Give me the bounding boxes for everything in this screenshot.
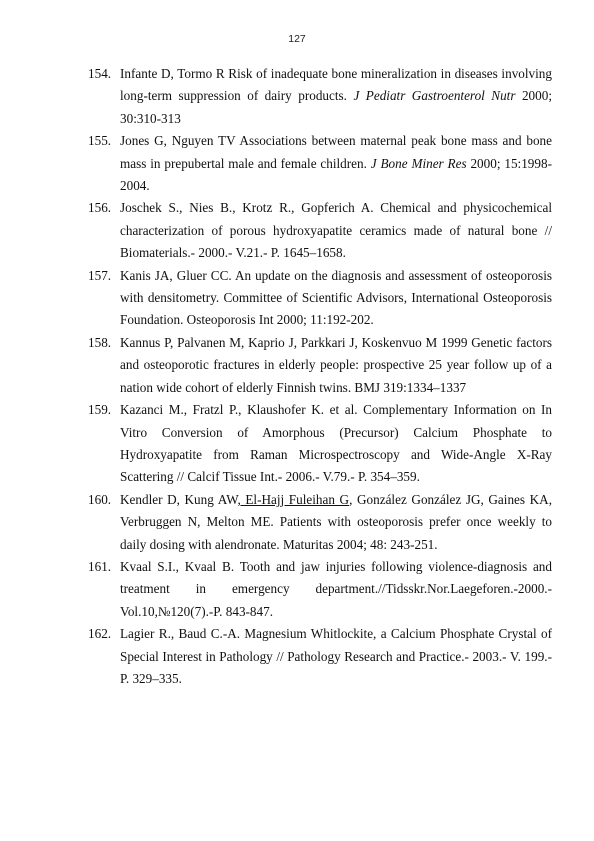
reference-number: 158. (88, 334, 112, 350)
reference-item (88, 489, 552, 556)
reference-item (88, 63, 552, 130)
reference-authors-title: Infante D, Tormo R Risk of inadequate bone mineralization in diseases involving long-term suppression of dairy products. (120, 66, 552, 104)
reference-citation: 2000; 30:310-313 (120, 88, 552, 126)
reference-item (88, 623, 552, 690)
reference-authors-title: Jones G, Nguyen TV Associations between maternal peak bone mass and bone mass in prepubertal male and female children. (120, 133, 552, 171)
reference-journal: J Pediatr Gastroenterol Nutr (353, 88, 516, 104)
reference-text (120, 489, 552, 556)
reference-underlined-author: , El-Hajj Fuleihan G (237, 491, 350, 507)
reference-text (120, 63, 552, 130)
reference-item (88, 399, 552, 489)
reference-citation: 2000; 15:1998-2004. (120, 155, 552, 194)
reference-number: 156. (88, 200, 112, 216)
reference-citation: , González González JG, Gaines KA, Verbruggen N, Melton ME. Patients with osteoporosis prefer once weekly to daily dosing with alendronate. Maturitas 2004; 48: 243-251. (120, 491, 552, 552)
reference-journal: J Bone Miner Res (370, 155, 467, 171)
reference-item (88, 197, 552, 264)
reference-number: 154. (88, 66, 112, 81)
reference-text: Kanis JA, Gluer CC. An update on the diagnosis and assessment of osteoporosis with densitometry. Committee of Scientific Advisors, International Osteoporosis Foundation. Osteoporosis Int 2000; 11:192-202. (120, 267, 552, 328)
reference-item (88, 556, 552, 623)
reference-text (120, 130, 552, 197)
reference-number: 155. (88, 133, 112, 149)
reference-text: Joschek S., Nies B., Krotz R., Gopferich A. Chemical and physicochemical characterization of porous hydroxyapatite ceramics made of natural bone // Biomaterials.- 2000.- V.21.- P. 1645–1658. (120, 200, 552, 261)
reference-number: 162. (88, 626, 112, 642)
reference-number: 161. (88, 558, 112, 574)
reference-item (88, 332, 552, 399)
reference-text: Kvaal S.I., Kvaal B. Tooth and jaw injuries following violence-diagnosis and treatment in emergency department.//Tidsskr.Nor.Laegeforen.-2000.-Vol.10,№120(7).-P. 843-847. (120, 558, 552, 619)
reference-number: 159. (88, 402, 112, 418)
reference-item (88, 130, 552, 197)
reference-number: 160. (88, 491, 112, 507)
reference-item (88, 265, 552, 332)
reference-text: Kannus P, Palvanen M, Kaprio J, Parkkari J, Koskenvuo M 1999 Genetic factors and osteoporotic fractures in elderly people: prospective 25 year follow up of a nation wide cohort of elderly Finnish twins. BMJ 319:1334–1337 (120, 334, 552, 395)
reference-number: 157. (88, 267, 112, 283)
page-number: 127 (288, 33, 306, 45)
reference-text: Lagier R., Baud C.-A. Magnesium Whitlockite, a Calcium Phosphate Crystal of Special Interest in Pathology // Pathology Research and Practice.- 2003.- V. 199.- P. 329–335. (120, 626, 552, 686)
reference-list (88, 63, 552, 690)
reference-text: Kazanci M., Fratzl P., Klaushofer K. et al. Complementary Information on In Vitro Conversion of Amorphous (Precursor) Calcium Phosphate to Hydroxyapatite from Raman Microspectroscopy and Wide-Angle X-Ray Scattering // Calcif Tissue Int.- 2006.- V.79.- P. 354–359. (120, 402, 552, 485)
reference-authors: Kendler D, Kung AW (120, 491, 238, 507)
